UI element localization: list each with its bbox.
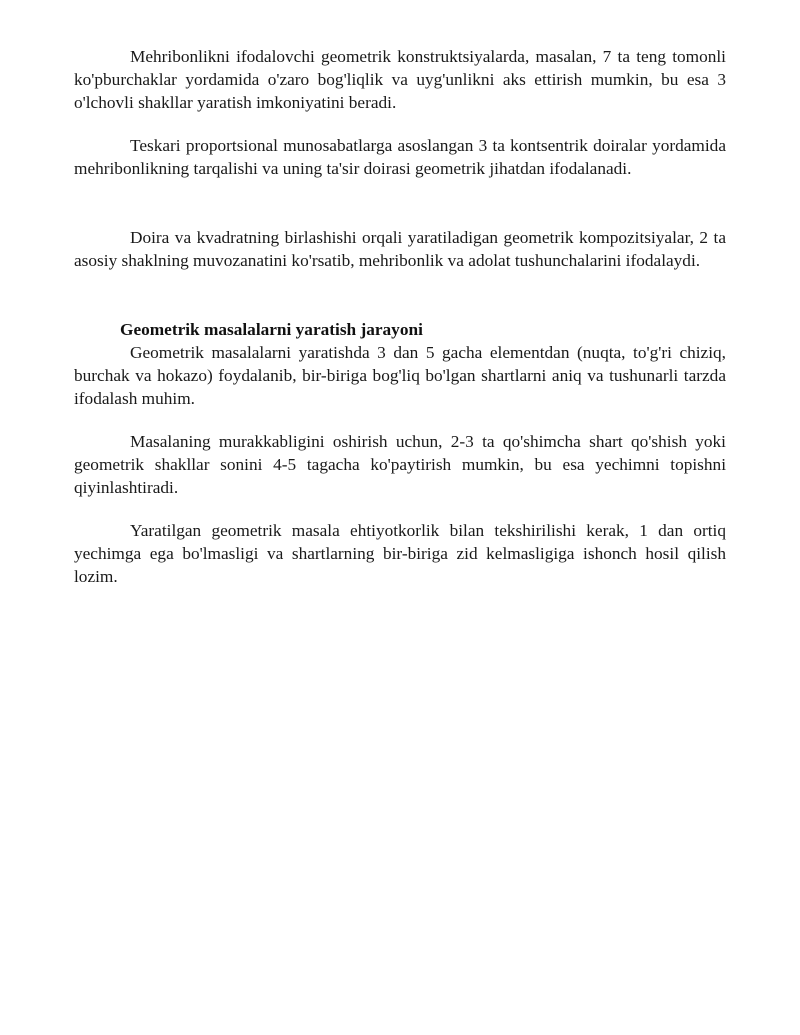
paragraph-complexity xyxy=(74,430,726,500)
paragraph-text: Doira va kvadratning birlashishi orqali yaratiladigan geometrik kompozitsiyalar, 2 ta asosiy shaklning muvozanatini ko'rsatib, mehribonlik va adolat tushunchalarini ifodalaydi. xyxy=(74,228,726,271)
paragraph-text: Yaratilgan geometrik masala ehtiyotkorlik bilan tekshirilishi kerak, 1 dan ortiq yechimga ega bo'lmasligi va shartlarning bir-biriga zid kelmasligiga ishonch hosil qilish lozim. xyxy=(74,521,726,587)
paragraph-creating-problems xyxy=(74,341,726,411)
paragraph-verification xyxy=(74,519,726,589)
paragraph-geometric-constructions xyxy=(74,45,726,115)
paragraph-concentric-circles xyxy=(74,134,726,180)
paragraph-text: Teskari proportsional munosabatlarga asoslangan 3 ta kontsentrik doiralar yordamida mehribonlikning tarqalishi va uning ta'sir doirasi geometrik jihatdan ifodalanadi. xyxy=(74,136,726,179)
paragraph-text: Masalaning murakkabligini oshirish uchun, 2-3 ta qo'shimcha shart qo'shish yoki geometrik shakllar sonini 4-5 tagacha ko'paytirish mumkin, bu esa yechimni topishni qiyinlashtiradi. xyxy=(74,432,726,498)
section-heading: Geometrik masalalarni yaratish jarayoni xyxy=(120,320,423,339)
paragraph-text: Mehribonlikni ifodalovchi geometrik konstruktsiyalarda, masalan, 7 ta teng tomonli ko'pburchaklar yordamida o'zaro bog'liqlik va uyg'unlikni aks ettirish mumkin, bu esa 3 o'lchovli shakllar yaratish imkoniyatini beradi. xyxy=(74,47,726,113)
paragraph-circle-square xyxy=(74,226,726,272)
paragraph-text: Geometrik masalalarni yaratishda 3 dan 5 gacha elementdan (nuqta, to'g'ri chiziq, burchak va hokazo) foydalanib, bir-biriga bog'liq bo'lgan shartlarni aniq va tushunarli tarzda ifodalash muhim. xyxy=(74,343,726,409)
